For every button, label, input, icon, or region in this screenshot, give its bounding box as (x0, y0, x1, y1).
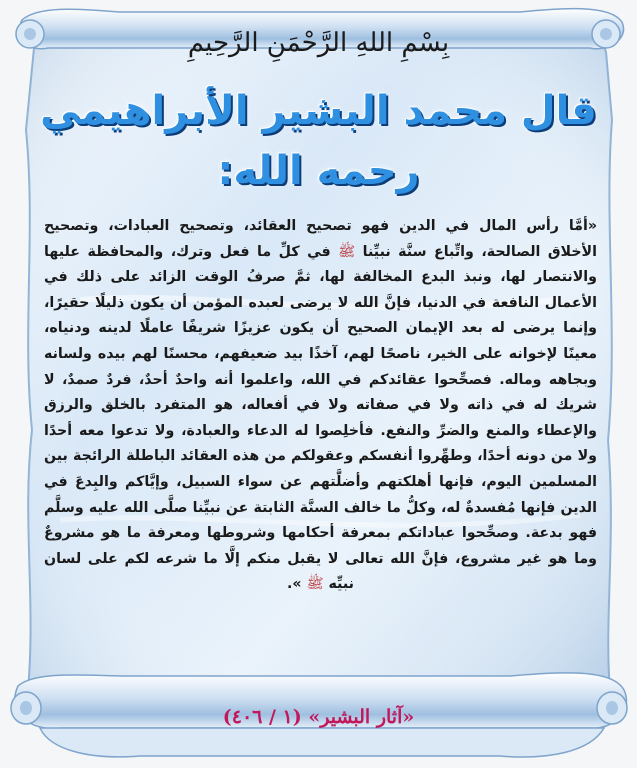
quote-part-1: «أمَّا رأس المال في الدين فهو تصحيح العقائد، وتصحيح العبادات، وتصحيح الأخلاق الصالحة، واتِّباع سنَّة نبيِّنا (44, 218, 597, 260)
quote-part-2: في كلِّ ما فعل وترك، والمحافظة عليها والانتصار لها، ونبذ البدع المخالفة لها، ثمَّ صرفُ الوقت الزائد على ذلك في الأعمال النافعة في الدنيا، فإنَّ الله لا يرضى لعبده المؤمن أن يكون ذليلًا حقيرًا، وإنما يرضى له بعد الإيمان الصحيح أن يكون عزيزًا شريفًا عاملًا لدينه ودنياه، معينًا لإخوانه على الخير، ناصحًا لهم، آخذًا بيد ضعيفهم، محسنًا لهم بيده ولسانه وبجاهه وماله. فصحِّحوا عقائدكم في الله، واعلموا أنه واحدٌ أحدٌ، فردٌ صمدٌ، لا شريك له في ذاته ولا في صفاته ولا في أفعاله، هو المتفرد بالخلق والرزق والإعطاء والمنع والضرِّ والنفع. فأخلِصوا له الدعاء والعبادة، ولا تدعوا معه أحدًا ولا من دونه أحدًا، وطهِّروا أنفسكم وعقولكم من هذه العقائد الباطلة الرائجة بين المسلمين اليوم، فإنها أهلكتهم وأضلَّتهم عن سواء السبيل، وإيَّاكم والبِدعَ في الدين فإنها مُفسدةٌ له، وكلُّ ما خالف السنَّة الثابتة عن نبيِّنا صلَّى الله عليه وسلَّم فهو بدعة. وصحِّحوا عباداتكم بمعرفة أحكامها وشروطها ومعرفة ما هو مشروعٌ وما هو غير مشروع، فإنَّ الله تعالى لا يقبل منكم إلَّا ما شرعه لكم على لسان نبيِّه (44, 243, 597, 593)
quote-text (44, 214, 597, 598)
title-line-2: رحمه الله: (217, 148, 420, 194)
basmala-calligraphy: بِسْمِ اللهِ الرَّحْمَنِ الرَّحِيمِ (187, 28, 450, 58)
title-line-1: قال محمد البشير الأبراهيمي (40, 88, 597, 134)
quote-part-3: ». (287, 576, 302, 593)
source-citation: «آثار البشير» (١ / ٤٠٦) (222, 706, 415, 728)
salawat-glyph: ﷺ (306, 576, 324, 593)
salawat-glyph: ﷺ (338, 243, 356, 260)
